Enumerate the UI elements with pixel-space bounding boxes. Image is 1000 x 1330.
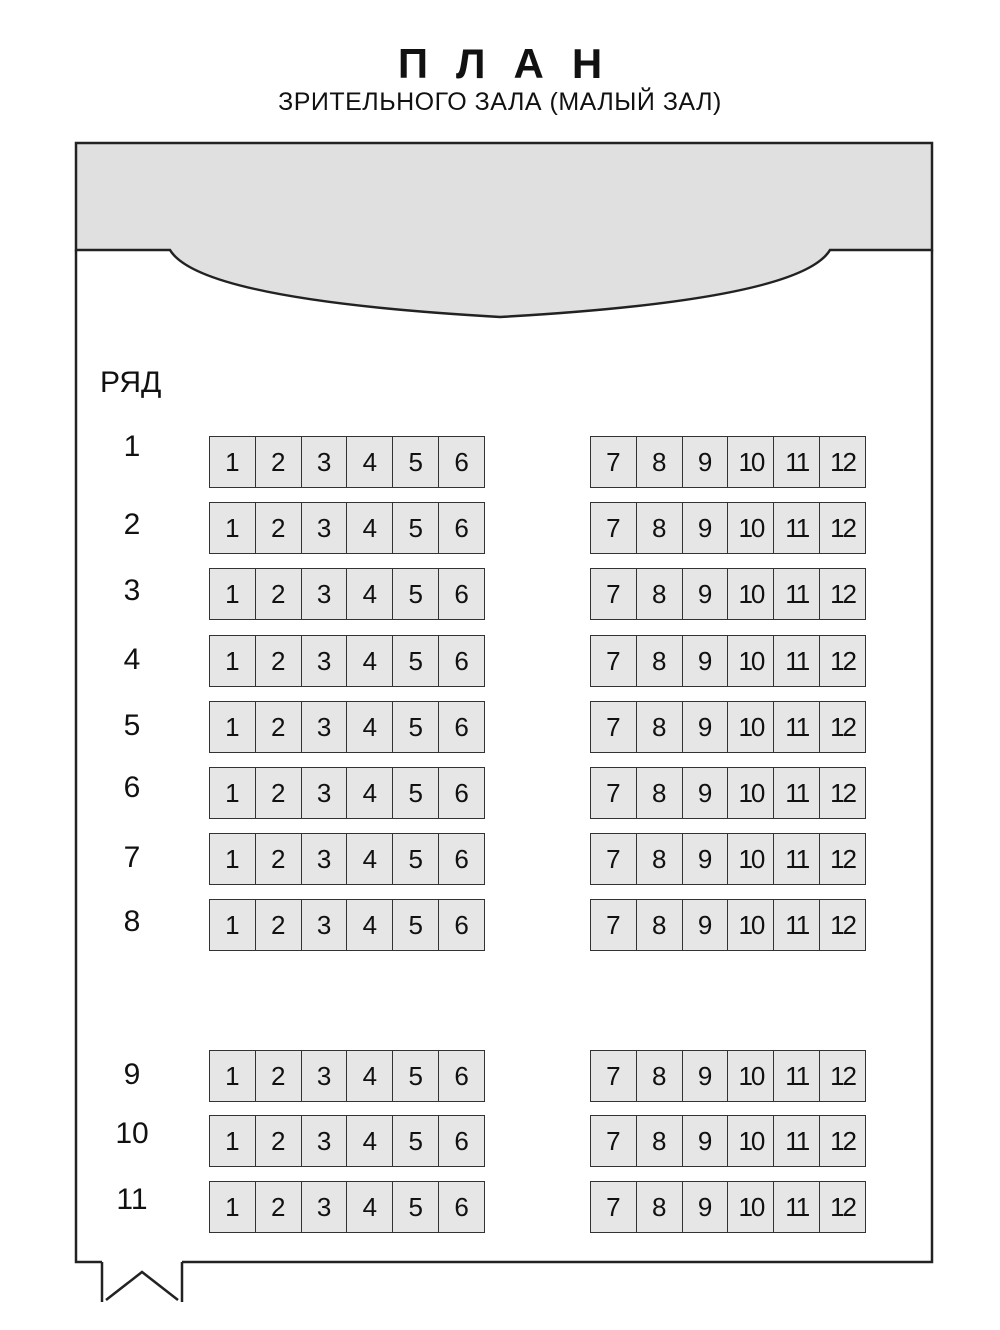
seat[interactable]: 7	[591, 636, 637, 686]
seat[interactable]: 4	[347, 503, 393, 553]
seat[interactable]: 5	[393, 1182, 439, 1232]
seat[interactable]: 1	[210, 768, 256, 818]
seat[interactable]: 11	[774, 569, 820, 619]
seat[interactable]: 6	[439, 1116, 484, 1166]
seat-block-right	[590, 1181, 866, 1233]
seat[interactable]: 7	[591, 900, 637, 950]
entrance-door-icon	[102, 1262, 182, 1302]
seat[interactable]: 9	[683, 768, 729, 818]
seat[interactable]: 3	[302, 834, 348, 884]
seat[interactable]: 3	[302, 636, 348, 686]
seat[interactable]: 3	[302, 1182, 348, 1232]
seat[interactable]: 4	[347, 1051, 393, 1101]
seat-block-right	[590, 635, 866, 687]
seat[interactable]: 3	[302, 503, 348, 553]
seat[interactable]: 9	[683, 702, 729, 752]
seat[interactable]: 11	[774, 1182, 820, 1232]
seat[interactable]: 1	[210, 900, 256, 950]
seat-row	[0, 833, 1000, 887]
seat[interactable]: 6	[439, 768, 484, 818]
seat[interactable]: 2	[256, 636, 302, 686]
seat[interactable]: 1	[210, 1182, 256, 1232]
row-label: 5	[123, 709, 141, 742]
seat-row	[0, 430, 1000, 490]
seat[interactable]: 12	[820, 503, 865, 553]
seat[interactable]: 9	[683, 1051, 729, 1101]
row-label: 2	[123, 508, 141, 541]
seat[interactable]: 4	[347, 569, 393, 619]
seat[interactable]: 3	[302, 437, 348, 487]
seat[interactable]: 4	[347, 768, 393, 818]
seat[interactable]: 12	[820, 1182, 865, 1232]
seat[interactable]: 5	[393, 569, 439, 619]
row-label: 9	[123, 1058, 141, 1091]
seat-row	[0, 767, 1000, 821]
seat[interactable]: 5	[393, 1051, 439, 1101]
plan-subtitle: ЗРИТЕЛЬНОГО ЗАЛА (МАЛЫЙ ЗАЛ)	[278, 88, 722, 116]
row-label: 11	[116, 1183, 148, 1216]
seat[interactable]: 10	[728, 437, 774, 487]
seat[interactable]: 10	[728, 636, 774, 686]
seat-block-right	[590, 502, 866, 554]
seat-row	[0, 568, 1000, 622]
seat[interactable]: 6	[439, 702, 484, 752]
seat-row	[0, 701, 1000, 755]
plan-title: ПЛАН	[397, 40, 631, 87]
seat[interactable]: 8	[637, 569, 683, 619]
seat[interactable]: 10	[728, 503, 774, 553]
seat[interactable]: 1	[210, 1116, 256, 1166]
seat-block-left	[209, 436, 485, 488]
stage	[76, 143, 932, 317]
seat-block-right	[590, 767, 866, 819]
seat-row	[0, 635, 1000, 689]
seat[interactable]: 9	[683, 834, 729, 884]
seat[interactable]: 9	[683, 636, 729, 686]
seat[interactable]: 11	[774, 1051, 820, 1101]
hall-walls	[76, 250, 932, 1262]
seat[interactable]: 2	[256, 569, 302, 619]
seat[interactable]: 12	[820, 768, 865, 818]
seat[interactable]: 7	[591, 702, 637, 752]
seat[interactable]: 7	[591, 834, 637, 884]
seat-block-left	[209, 899, 485, 951]
seat-block-left	[209, 1181, 485, 1233]
row-label: 1	[123, 430, 141, 463]
seat-block-left	[209, 1115, 485, 1167]
row-label: 7	[123, 841, 141, 874]
seat[interactable]: 10	[728, 569, 774, 619]
seat[interactable]: 8	[637, 503, 683, 553]
seat[interactable]: 12	[820, 1051, 865, 1101]
seat[interactable]: 3	[302, 702, 348, 752]
seat-block-right	[590, 1050, 866, 1102]
seat[interactable]: 9	[683, 503, 729, 553]
seat[interactable]: 6	[439, 834, 484, 884]
seat[interactable]: 8	[637, 768, 683, 818]
seat[interactable]: 10	[728, 1051, 774, 1101]
seat[interactable]: 3	[302, 1116, 348, 1166]
seat[interactable]: 10	[728, 900, 774, 950]
seat[interactable]: 2	[256, 768, 302, 818]
seat[interactable]: 8	[637, 702, 683, 752]
seat[interactable]: 10	[728, 1116, 774, 1166]
seat[interactable]: 4	[347, 437, 393, 487]
seat[interactable]: 9	[683, 1182, 729, 1232]
seat[interactable]: 9	[683, 569, 729, 619]
seat[interactable]: 4	[347, 1182, 393, 1232]
seat-row	[0, 502, 1000, 556]
seat[interactable]: 12	[820, 569, 865, 619]
seat-block-right	[590, 899, 866, 951]
seat-block-left	[209, 502, 485, 554]
seat[interactable]: 6	[439, 503, 484, 553]
seat-row	[0, 899, 1000, 953]
seat[interactable]: 12	[820, 702, 865, 752]
seat[interactable]: 1	[210, 569, 256, 619]
seat-block-right	[590, 568, 866, 620]
seat-row	[0, 1050, 1000, 1104]
seat[interactable]: 12	[820, 1116, 865, 1166]
seat-block-left	[209, 568, 485, 620]
row-label: 8	[123, 905, 141, 938]
seat[interactable]: 9	[683, 437, 729, 487]
seat[interactable]: 7	[591, 1116, 637, 1166]
seat[interactable]: 6	[439, 569, 484, 619]
seat-row	[0, 1181, 1000, 1235]
seat[interactable]: 6	[439, 636, 484, 686]
seat[interactable]: 10	[728, 1182, 774, 1232]
seat[interactable]: 6	[439, 900, 484, 950]
seat[interactable]: 3	[302, 900, 348, 950]
seat[interactable]: 11	[774, 900, 820, 950]
seat-block-left	[209, 767, 485, 819]
seat[interactable]: 2	[256, 1051, 302, 1101]
seat[interactable]: 10	[728, 702, 774, 752]
seat[interactable]: 5	[393, 503, 439, 553]
seat[interactable]: 8	[637, 1182, 683, 1232]
seat[interactable]: 5	[393, 900, 439, 950]
seat[interactable]: 7	[591, 1182, 637, 1232]
seat[interactable]: 4	[347, 900, 393, 950]
row-label: 6	[123, 771, 141, 804]
seat[interactable]: 11	[774, 834, 820, 884]
seat[interactable]: 5	[393, 768, 439, 818]
seat[interactable]: 2	[256, 503, 302, 553]
seat[interactable]: 3	[302, 569, 348, 619]
seat[interactable]: 5	[393, 437, 439, 487]
seat[interactable]: 1	[210, 437, 256, 487]
seat-block-right	[590, 436, 866, 488]
seat[interactable]: 11	[774, 702, 820, 752]
seat[interactable]: 1	[210, 503, 256, 553]
seat[interactable]: 7	[591, 437, 637, 487]
seat[interactable]: 6	[439, 1051, 484, 1101]
seat[interactable]: 7	[591, 1051, 637, 1101]
seat[interactable]: 1	[210, 834, 256, 884]
seat[interactable]: 12	[820, 900, 865, 950]
seat[interactable]: 8	[637, 900, 683, 950]
seat[interactable]: 5	[393, 702, 439, 752]
seat[interactable]: 10	[728, 768, 774, 818]
seat[interactable]: 2	[256, 834, 302, 884]
seat[interactable]: 2	[256, 900, 302, 950]
seat[interactable]: 11	[774, 1116, 820, 1166]
seat-row	[0, 1115, 1000, 1169]
seat[interactable]: 4	[347, 702, 393, 752]
seat[interactable]: 12	[820, 437, 865, 487]
seat-block-left	[209, 701, 485, 753]
seat[interactable]: 9	[683, 900, 729, 950]
seat[interactable]: 10	[728, 834, 774, 884]
seat-block-left	[209, 635, 485, 687]
seat[interactable]: 5	[393, 834, 439, 884]
seat-block-right	[590, 701, 866, 753]
seat[interactable]: 2	[256, 702, 302, 752]
row-label: 4	[123, 643, 141, 676]
seat-block-left	[209, 1050, 485, 1102]
row-label: 3	[123, 574, 141, 607]
seat[interactable]: 9	[683, 1116, 729, 1166]
seat[interactable]: 6	[439, 1182, 484, 1232]
seat[interactable]: 2	[256, 1182, 302, 1232]
seat-block-right	[590, 833, 866, 885]
seat[interactable]: 11	[774, 636, 820, 686]
seat[interactable]: 11	[774, 437, 820, 487]
seat[interactable]: 12	[820, 636, 865, 686]
row-header: РЯД	[100, 366, 162, 399]
seat[interactable]: 3	[302, 1051, 348, 1101]
seat[interactable]: 7	[591, 503, 637, 553]
seat[interactable]: 4	[347, 834, 393, 884]
seat[interactable]: 3	[302, 768, 348, 818]
seat[interactable]: 1	[210, 636, 256, 686]
seat-block-right	[590, 1115, 866, 1167]
seat[interactable]: 1	[210, 1051, 256, 1101]
seat[interactable]: 2	[256, 1116, 302, 1166]
seat[interactable]: 1	[210, 702, 256, 752]
seat[interactable]: 8	[637, 636, 683, 686]
seat[interactable]: 5	[393, 636, 439, 686]
seat[interactable]: 8	[637, 834, 683, 884]
seat[interactable]: 12	[820, 834, 865, 884]
seat[interactable]: 8	[637, 1051, 683, 1101]
seat[interactable]: 2	[256, 437, 302, 487]
seat[interactable]: 6	[439, 437, 484, 487]
seat[interactable]: 7	[591, 768, 637, 818]
row-label: 10	[115, 1117, 149, 1150]
seat[interactable]: 4	[347, 1116, 393, 1166]
seat[interactable]: 11	[774, 503, 820, 553]
seat[interactable]: 7	[591, 569, 637, 619]
seat[interactable]: 11	[774, 768, 820, 818]
seat[interactable]: 8	[637, 437, 683, 487]
seat[interactable]: 8	[637, 1116, 683, 1166]
seat-block-left	[209, 833, 485, 885]
seat[interactable]: 4	[347, 636, 393, 686]
seat[interactable]: 5	[393, 1116, 439, 1166]
